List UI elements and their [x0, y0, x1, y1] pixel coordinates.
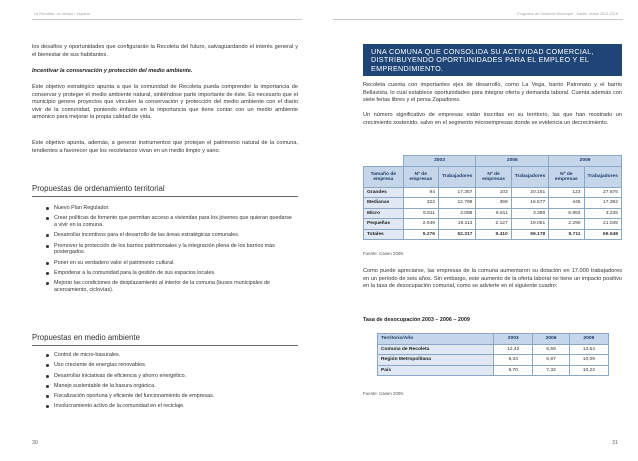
table-row: País 9,70 7,32 10,22 [378, 365, 609, 376]
companies-subheader: Nº de empresas [549, 166, 584, 187]
list-item: Nuevo Plan Regulador. [44, 205, 296, 212]
companies-subheader: Nº de empresas [476, 166, 511, 187]
right-header-rule [333, 19, 623, 20]
section-rule-territorial [32, 196, 298, 197]
list-item: Control de micro-basurales. [44, 352, 296, 359]
year-header: 2006 [476, 156, 549, 167]
workers-subheader: Trabajadores [584, 166, 621, 187]
section-title-territorial: Propuestas de ordenamiento territorial [32, 184, 165, 193]
year-header: 2009 [549, 156, 622, 167]
bullet-icon [46, 395, 49, 398]
table-row-total: Totales 9.276 52.317 9.410 59.178 9.711 69.548 [364, 229, 622, 240]
list-item: Poner en su verdadero valor el patrimonio cultural. [44, 260, 296, 267]
left-page-number: 30 [32, 440, 38, 446]
section-rule-environment [32, 345, 298, 346]
environment-list [44, 352, 296, 414]
analysis-paragraph: Como puede apreciarse, las empresas de la comuna aumentaron su dotación en 17.000 trabajadores en un período de seis años. Sin embargo, este aumento de la oferta laboral no tiene un impacto positivo en la tasa de desocupación comunal, como se advierte en el siguiente cuadro: [363, 268, 622, 290]
bullet-icon [46, 385, 49, 388]
list-item: Manejo sustentable de la basura orgánica. [44, 383, 296, 390]
table-row: Pequeñas 2.049 19.113 2.127 19.051 2.290 21.045 [364, 219, 622, 230]
table-row: Región Metropolitana 9,34 6,97 10,09 [378, 355, 609, 366]
list-item: Empoderar a la comunidad para la gestión de sus espacios locales. [44, 270, 296, 277]
right-page-number: 31 [612, 440, 618, 446]
section-banner: UNA COMUNA QUE CONSOLIDA SU ACTIVIDAD COMERCIAL, DISTRIBUYENDO OPORTUNIDADES PARA EL EMPLEO Y EL EMPRENDIMIENTO. [363, 44, 622, 76]
section-title-environment: Propuestas en medio ambiente [32, 333, 140, 342]
bullet-icon [46, 375, 49, 378]
size-column-header: Tamaño de empresa [364, 166, 404, 187]
left-running-head: La Recoleta: un tiempo • espacio [34, 12, 91, 16]
list-item: Desarrollar incentivos para el desarrollo de las áreas estratégicas comunales. [44, 232, 296, 239]
companies-subheader: Nº de empresas [403, 166, 438, 187]
list-item: Involucramiento activo de la comunidad en el reciclaje. [44, 403, 296, 410]
table2-source: Fuente: Casen 2009. [363, 391, 405, 396]
left-header-rule [32, 19, 302, 20]
list-item: Uso creciente de energías renovables. [44, 362, 296, 369]
list-item: Promover la protección de los barrios patrimoniales y la integración plena de los barrios más postergados. [44, 243, 296, 257]
table-row: Grandes 94 17.357 103 20.161 123 27.876 [364, 187, 622, 198]
bullet-icon [46, 245, 49, 248]
bullet-icon [46, 354, 49, 357]
bullet-icon [46, 207, 49, 210]
workers-subheader: Trabajadores [511, 166, 548, 187]
table-row: Medianas 322 12.799 369 16.577 445 17.392 [364, 198, 622, 209]
territorial-list [44, 205, 296, 297]
bullet-icon [46, 282, 49, 285]
bullet-icon [46, 272, 49, 275]
objective-paragraph-1: Este objetivo estratégico apunta a que la comunidad de Recoleta pueda comprender la importancia de conservar y proteger el medio ambiente natural, sintiéndose parte importante de éste. Es necesario que el municipio genere proyectos que vinculen la conservación y protección del medio ambiente con el diario vivir de la comunidad, poniendo énfasis en la importancia que tiene contar con un medio ambiente armónico para mejorar la propia calidad de vida. [32, 84, 298, 121]
right-page [319, 0, 638, 461]
commerce-paragraph-2: Un número significativo de empresas están inscritas en su territorio, las que han mostrado un crecimiento sostenido, salvo en el segmento microempresas donde se evidencia un decrecimiento. [363, 112, 622, 126]
bullet-icon [46, 364, 49, 367]
right-running-head: Programa de Gobierno Municipal · Daniel Jadue 2012-2016 [517, 12, 618, 16]
table-row: Micro 6.811 3.088 6.811 3.389 6.853 3.235 [364, 208, 622, 219]
companies-table [363, 155, 622, 240]
year-header: 2003 [403, 156, 476, 167]
bullet-icon [46, 405, 49, 408]
bullet-icon [46, 262, 49, 265]
objective-heading: Incentivar la conservación y protección del medio ambiente. [32, 68, 193, 74]
list-item: Mejorar las condiciones de desplazamiento al interior de la comuna (buses municipales de acercamiento, ciclovías). [44, 280, 296, 294]
intro-paragraph: los desafíos y oportunidades que configurarán la Recoleta del futuro, salvaguardando el interés general y el bienestar de sus habitantes. [32, 44, 298, 58]
bullet-icon [46, 217, 49, 220]
bullet-icon [46, 234, 49, 237]
table-row: Comuna de Recoleta 12,42 6,59 13,64 [378, 344, 609, 355]
unemployment-table: Territorio/Año 2003 2006 2009 Comuna de Recoleta 12,42 6,59 13,64 Región Metropolitana 9,34 6,97 10,09 País 9,70 7,32 10,22 [377, 333, 609, 376]
list-item: Fiscalización oportuna y eficiente del funcionamiento de empresas. [44, 393, 296, 400]
workers-subheader: Trabajadores [438, 166, 475, 187]
objective-paragraph-2: Este objetivo apunta, además, a generar instrumentos que protejan el patrimonio natural de la comuna, tendientes a favorecer que los recoletanos vivan en un medio limpio y sano. [32, 140, 298, 154]
table1-source: Fuente: Casen 2009. [363, 251, 405, 256]
table2-caption: Tasa de desocupación 2003 – 2006 – 2009 [363, 317, 470, 323]
list-item: Crear políticas de fomento que permitan acceso a viviendas para los jóvenes que quieran quedarse a vivir en la comuna. [44, 215, 296, 229]
list-item: Desarrollar iniciativas de eficiencia y ahorro energético. [44, 373, 296, 380]
commerce-paragraph-1: Recoleta cuenta con importantes ejes de desarrollo, como La Vega, barrio Patronato y el barrio Bellavista, lo cual establece oportunidades para integrar oferta y demanda laboral. Cuenta además con siete ferias libres y el persa Zapadores. [363, 82, 622, 104]
